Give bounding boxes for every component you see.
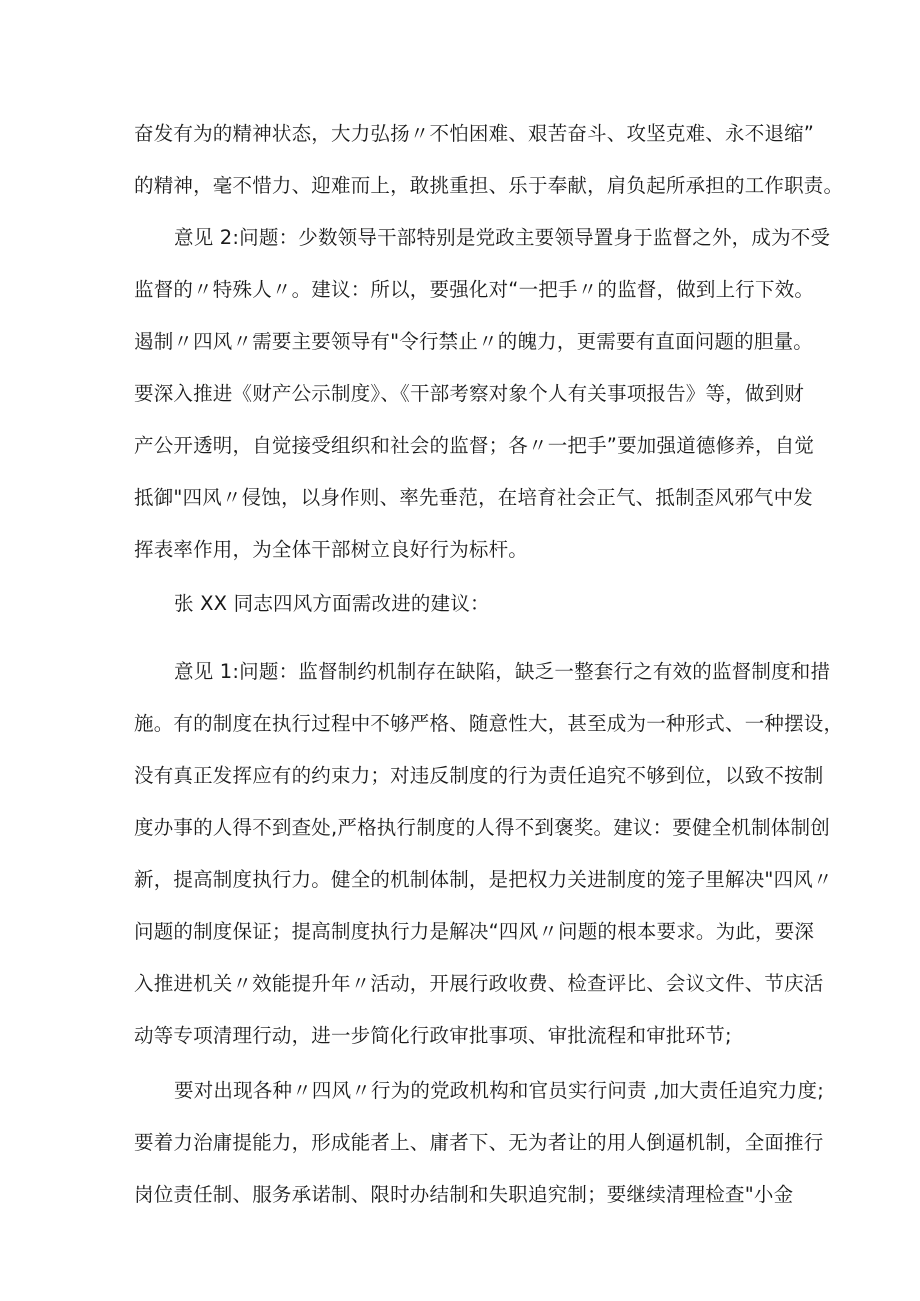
- text-line: 没有真正发挥应有的约束力；对违反制度的行为责任追究不够到位，以致不按制: [134, 764, 824, 787]
- text-line: 产公开透明，自觉接受组织和社会的监督；各〃一把手”要加强道德修养，自觉: [134, 434, 815, 457]
- text-line: 抵御"四风〃侵蚀，以身作则、率先垂范，在培育社会正气、抵制歪风邪气中发: [134, 486, 813, 509]
- section-heading: [134, 578, 794, 630]
- text-line: 问题的制度保证；提高制度执行力是解决“四风〃问题的根本要求。为此，要深: [134, 920, 815, 943]
- text-line: 要对出现各种〃四风〃行为的党政机构和官员实行问责 ,加大责任追究力度;: [174, 1079, 824, 1102]
- text-line: 的精神，毫不惜力、迎难而上，敢挑重担、乐于奉献，肩负起所承担的工作职责。: [134, 174, 844, 197]
- paragraph-opinion-1: [134, 646, 844, 1062]
- paragraph-opinion-2: [134, 212, 831, 576]
- text-line: 要着力治庸提能力，形成能者上、庸者下、无为者让的用人倒逼机制，全面推行: [134, 1131, 824, 1154]
- heading-text: 张 XX 同志四风方面需改进的建议：: [174, 592, 490, 615]
- paragraph-spirit-continuation: [134, 108, 844, 212]
- text-line: 动等专项清理行动，进一步简化行政审批事项、审批流程和审批环节;: [134, 1024, 732, 1047]
- text-line: 新，提高制度执行力。健全的机制体制，是把权力关进制度的笼子里解决"四风〃: [134, 868, 833, 891]
- text-line: 度办事的人得不到查处,严格执行制度的人得不到褒奖。建议：要健全机制体制创: [134, 816, 830, 839]
- text-line: 意见 1:问题：监督制约机制存在缺陷，缺乏一整套行之有效的监督制度和措: [174, 660, 831, 683]
- text-line: 奋发有为的精神状态，大力弘扬〃不怕困难、艰苦奋斗、攻坚克难、永不退缩”: [134, 122, 815, 145]
- text-line: 挥表率作用，为全体干部树立良好行为标杆。: [134, 538, 529, 561]
- text-line: 监督的〃特殊人〃。建议：所以，要强化对“一把手〃的监督，做到上行下效。: [134, 278, 815, 301]
- text-line: 入推进机关〃效能提升年〃活动，开展行政收费、检查评比、会议文件、节庆活: [134, 972, 824, 995]
- text-line: 要深入推进《财产公示制度》、《干部考察对象个人有关事项报告》等，做到财: [134, 382, 805, 405]
- text-line: 遏制〃四风〃需要主要领导有"令行禁止〃的魄力，更需要有直面问题的胆量。: [134, 330, 813, 353]
- text-line: 岗位责任制、服务承诺制、限时办结制和失职追究制；要继续清理检查"小金: [134, 1183, 794, 1206]
- text-line: 意见 2:问题：少数领导干部特别是党政主要领导置身于监督之外，成为不受: [174, 226, 831, 249]
- paragraph-accountability: [134, 1065, 824, 1221]
- text-line: 施。有的制度在执行过程中不够严格、随意性大，甚至成为一种形式、一种摆设，: [134, 712, 844, 735]
